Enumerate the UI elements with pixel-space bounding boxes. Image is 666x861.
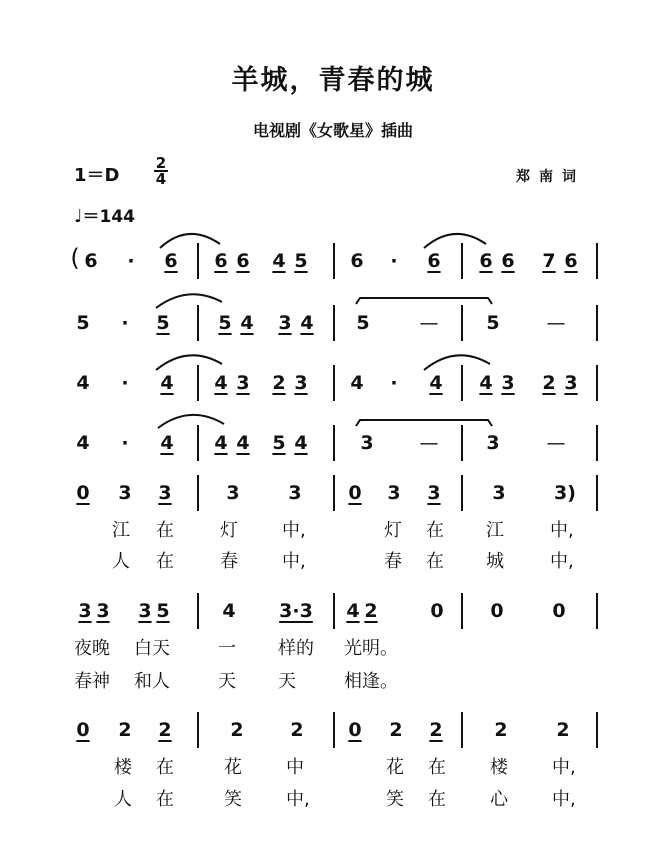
lyric: 心 xyxy=(490,789,508,810)
note: 6 xyxy=(236,250,250,272)
barline xyxy=(333,305,335,341)
barline xyxy=(596,365,598,401)
lyric: 一 xyxy=(218,638,236,659)
barline xyxy=(333,365,335,401)
note: 4 xyxy=(160,372,174,394)
lyric: 在 xyxy=(428,757,446,778)
note: 3 xyxy=(118,482,132,504)
lyric: 灯 xyxy=(220,520,238,541)
lyric: 中, xyxy=(282,520,306,541)
barline xyxy=(596,593,598,629)
lyric: 在 xyxy=(426,551,444,572)
lyric: 光明。 xyxy=(344,638,398,659)
note: 2 xyxy=(158,719,172,741)
note: 0 xyxy=(76,482,90,504)
note: 4 xyxy=(479,372,493,394)
note: 0 xyxy=(348,719,362,741)
note: 6 xyxy=(479,250,493,272)
tie xyxy=(356,420,492,426)
barline xyxy=(596,305,598,341)
lyric: 花 xyxy=(386,757,404,778)
note: 6 xyxy=(214,250,228,272)
lyric: 中, xyxy=(550,551,574,572)
lyric: 在 xyxy=(428,789,446,810)
note: 5 xyxy=(272,432,286,454)
barline xyxy=(461,593,463,629)
lyric: 在 xyxy=(426,520,444,541)
note: 3 xyxy=(138,600,152,622)
note: 3 xyxy=(486,432,500,454)
lyric: 天 xyxy=(278,671,296,692)
lyric: 在 xyxy=(156,551,174,572)
lyric: 在 xyxy=(156,789,174,810)
tempo-marking xyxy=(74,202,135,227)
note: 3 xyxy=(294,372,308,394)
lyric: 花 xyxy=(224,757,242,778)
key-signature: 1＝D xyxy=(74,165,120,186)
barline xyxy=(197,305,199,341)
note: 6 xyxy=(564,250,578,272)
note: 2 xyxy=(389,719,403,741)
note: 3 xyxy=(360,432,374,454)
lyric: 江 xyxy=(112,520,130,541)
slur xyxy=(160,234,220,248)
note: 2 xyxy=(556,719,570,741)
dash: — xyxy=(546,432,566,454)
tie xyxy=(356,298,492,304)
slur xyxy=(158,415,224,428)
barline xyxy=(461,425,463,461)
lyric: 相逢。 xyxy=(344,671,398,692)
note: 4 xyxy=(214,372,228,394)
barline xyxy=(596,243,598,279)
dash: — xyxy=(546,312,566,334)
note: 6 xyxy=(501,250,515,272)
note: · xyxy=(390,250,398,272)
lyric: 春 xyxy=(384,551,402,572)
note: 2 xyxy=(272,372,286,394)
song-title: 羊城，青春的城 xyxy=(231,65,435,96)
lyric: 楼 xyxy=(114,757,132,778)
barline xyxy=(197,593,199,629)
note: 6 xyxy=(84,250,98,272)
lyric: 白天 xyxy=(134,638,170,659)
note: 4 xyxy=(346,600,360,622)
note: 0 xyxy=(490,600,504,622)
lyric: 中, xyxy=(550,520,574,541)
barline xyxy=(333,712,335,748)
note: 3 xyxy=(501,372,515,394)
lyric: 人 xyxy=(114,789,132,810)
lyric: 春神 xyxy=(74,671,110,692)
note: 3 xyxy=(564,372,578,394)
note: 3 xyxy=(158,482,172,504)
note: 2 xyxy=(494,719,508,741)
note: 6 xyxy=(350,250,364,272)
note: 5 xyxy=(356,312,370,334)
note: 0 xyxy=(430,600,444,622)
note: · xyxy=(121,432,129,454)
note: 6 xyxy=(164,250,178,272)
barline xyxy=(461,365,463,401)
barline xyxy=(333,425,335,461)
slur xyxy=(156,355,222,370)
lyric: 中 xyxy=(286,757,304,778)
barline xyxy=(197,365,199,401)
lyric: 春 xyxy=(220,551,238,572)
dash: — xyxy=(419,432,439,454)
barline xyxy=(197,712,199,748)
lyric: 和人 xyxy=(134,671,170,692)
note: 0 xyxy=(552,600,566,622)
barline xyxy=(197,425,199,461)
note: · xyxy=(121,372,129,394)
quarter-note-icon: ♩ xyxy=(74,206,83,227)
note: 0 xyxy=(348,482,362,504)
lyric: 笑 xyxy=(224,789,242,810)
barline xyxy=(596,425,598,461)
barline xyxy=(596,712,598,748)
note: 5 xyxy=(156,312,170,334)
note: 4 xyxy=(240,312,254,334)
note: · xyxy=(121,312,129,334)
note: 3 xyxy=(78,600,92,622)
note: 4 xyxy=(222,600,236,622)
note: 2 xyxy=(542,372,556,394)
note: ( xyxy=(70,244,80,272)
lyric: 样的 xyxy=(278,638,314,659)
note: 3 xyxy=(226,482,240,504)
note: 4 xyxy=(294,432,308,454)
note: 4 xyxy=(160,432,174,454)
lyric: 中, xyxy=(552,789,576,810)
slur xyxy=(424,355,490,370)
slur xyxy=(424,234,486,248)
lyric: 天 xyxy=(218,671,236,692)
note: 6 xyxy=(427,250,441,272)
note: 4 xyxy=(429,372,443,394)
barline xyxy=(333,593,335,629)
song-subtitle: 电视剧《女歌星》插曲 xyxy=(252,121,413,140)
note: 5 xyxy=(156,600,170,622)
note: 3 xyxy=(427,482,441,504)
note: 2 xyxy=(230,719,244,741)
lyric: 江 xyxy=(486,520,504,541)
lyric: 笑 xyxy=(386,789,404,810)
note: 4 xyxy=(76,372,90,394)
lyric: 在 xyxy=(156,757,174,778)
lyric: 城 xyxy=(486,551,504,572)
barline xyxy=(333,243,335,279)
barline xyxy=(461,305,463,341)
lyric: 中, xyxy=(552,757,576,778)
barline xyxy=(461,712,463,748)
barline xyxy=(461,243,463,279)
note: 0 xyxy=(76,719,90,741)
lyricist-credit: 郑南词 xyxy=(516,169,585,185)
barline xyxy=(333,475,335,511)
note: 3 xyxy=(492,482,506,504)
note: 4 xyxy=(350,372,364,394)
note: 2 xyxy=(429,719,443,741)
note: 3 xyxy=(288,482,302,504)
slur xyxy=(156,294,222,308)
note: 5 xyxy=(294,250,308,272)
note: 3 xyxy=(278,312,292,334)
note: 5 xyxy=(76,312,90,334)
note: 5 xyxy=(218,312,232,334)
barline xyxy=(197,475,199,511)
note: · xyxy=(390,372,398,394)
time-signature-bottom: 4 xyxy=(155,170,167,188)
lyric: 中, xyxy=(282,551,306,572)
note: · xyxy=(127,250,135,272)
barline xyxy=(197,243,199,279)
note: 3 xyxy=(387,482,401,504)
lyric: 中, xyxy=(286,789,310,810)
note: 4 xyxy=(300,312,314,334)
note: 3·3 xyxy=(279,600,313,622)
lyric: 人 xyxy=(112,551,130,572)
note: 3) xyxy=(554,482,576,504)
note: 2 xyxy=(118,719,132,741)
barline xyxy=(461,475,463,511)
note: 3 xyxy=(236,372,250,394)
note: 4 xyxy=(272,250,286,272)
note: 2 xyxy=(364,600,378,622)
lyric: 楼 xyxy=(490,757,508,778)
barline xyxy=(596,475,598,511)
tempo-value: ＝144 xyxy=(82,207,135,227)
note: 4 xyxy=(236,432,250,454)
note: 5 xyxy=(486,312,500,334)
note: 3 xyxy=(96,600,110,622)
lyric: 夜晚 xyxy=(74,638,110,659)
lyric: 在 xyxy=(156,520,174,541)
note: 7 xyxy=(542,250,556,272)
lyric: 灯 xyxy=(384,520,402,541)
note: 4 xyxy=(214,432,228,454)
dash: — xyxy=(419,312,439,334)
note: 4 xyxy=(76,432,90,454)
note: 2 xyxy=(290,719,304,741)
time-signature xyxy=(154,156,168,186)
time-signature-top: 2 xyxy=(155,154,167,172)
